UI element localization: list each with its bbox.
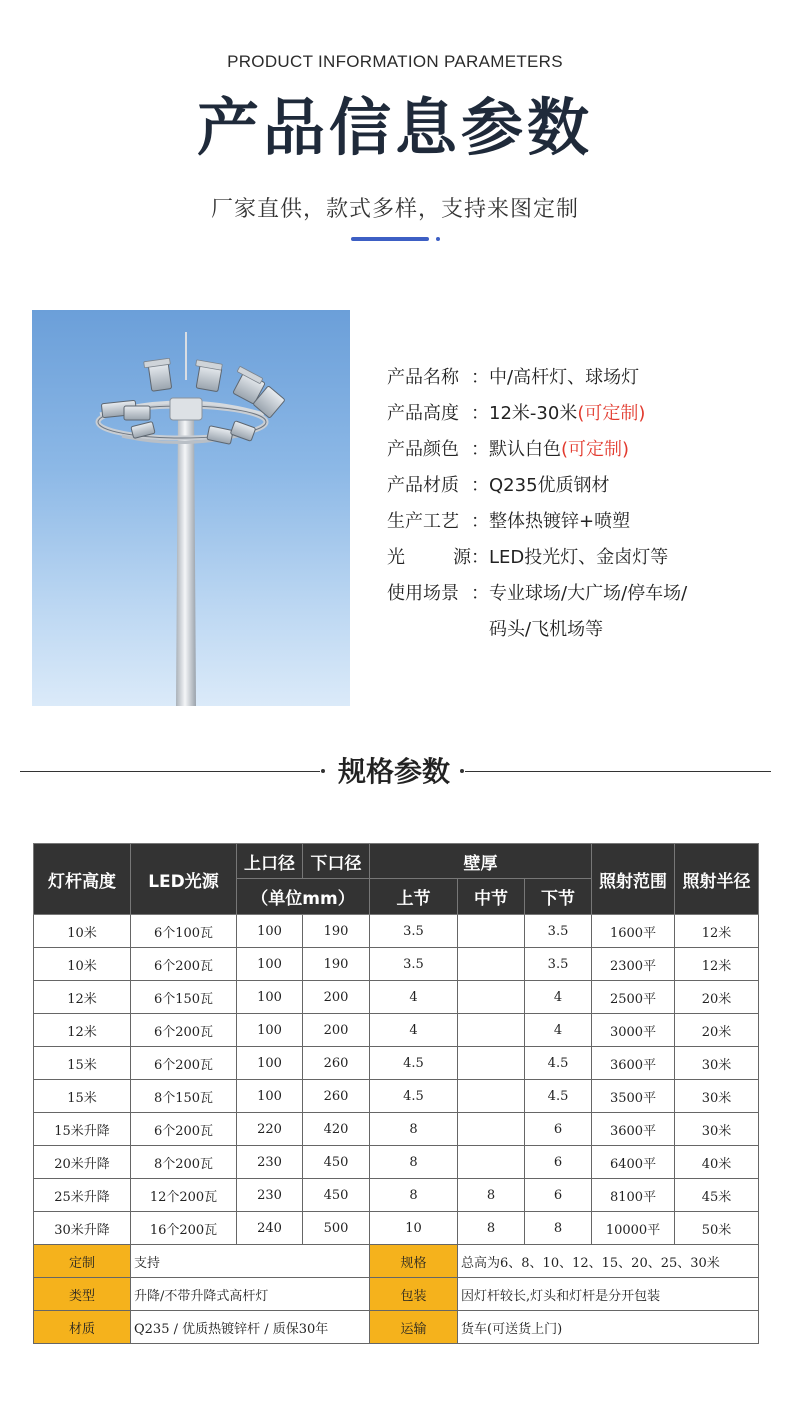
header-pole-height: 灯杆高度: [34, 844, 131, 915]
info-label: 产品高度 ：: [387, 403, 489, 424]
header-upper-diameter: 上口径: [237, 844, 303, 879]
footer-key: 类型: [34, 1278, 131, 1311]
cell-wall-mid: [458, 1113, 525, 1146]
cell-led: 6个200瓦: [131, 1113, 237, 1146]
cell-wall-bottom: 4: [525, 981, 592, 1014]
header-lower-diameter: 下口径: [303, 844, 370, 879]
info-row-material: [387, 468, 777, 504]
table-row: [34, 1014, 759, 1047]
cell-wall-bottom: 6: [525, 1146, 592, 1179]
info-value: 专业球场/大广场/停车场/: [489, 583, 688, 604]
cell-height: 12米: [34, 981, 131, 1014]
info-label: 生产工艺 ：: [387, 511, 489, 532]
info-label: 产品名称 ：: [387, 367, 489, 388]
divider-dot: [460, 769, 464, 773]
cell-wall-top: 10: [370, 1212, 458, 1245]
cell-height: 10米: [34, 948, 131, 981]
cell-height: 15米: [34, 1047, 131, 1080]
english-title: PRODUCT INFORMATION PARAMETERS: [227, 52, 563, 71]
cell-range: 10000平: [592, 1212, 675, 1245]
cell-radius: 50米: [675, 1212, 759, 1245]
cell-wall-top: 3.5: [370, 915, 458, 948]
cell-lower-dia: 190: [303, 948, 370, 981]
cell-lower-dia: 260: [303, 1047, 370, 1080]
high-mast-light-illustration: [32, 310, 350, 706]
cell-lower-dia: 200: [303, 981, 370, 1014]
cell-wall-mid: [458, 915, 525, 948]
info-label: 产品颜色 ：: [387, 439, 489, 460]
footer-value: 总高为6、8、10、12、15、20、25、30米: [458, 1245, 759, 1278]
info-value: Q235优质钢材: [489, 475, 610, 496]
footer-row: [34, 1311, 759, 1344]
cell-wall-top: 4: [370, 1014, 458, 1047]
cell-wall-bottom: 4: [525, 1014, 592, 1047]
table-row: [34, 1047, 759, 1080]
cell-wall-top: 3.5: [370, 948, 458, 981]
cell-wall-top: 8: [370, 1179, 458, 1212]
cell-lower-dia: 450: [303, 1146, 370, 1179]
customizable-note: (可定制): [561, 439, 630, 460]
cell-lower-dia: 260: [303, 1080, 370, 1113]
cell-height: 12米: [34, 1014, 131, 1047]
table-row: [34, 1146, 759, 1179]
cell-upper-dia: 230: [237, 1179, 303, 1212]
cell-radius: 30米: [675, 1047, 759, 1080]
cell-upper-dia: 240: [237, 1212, 303, 1245]
header-unit: （单位mm）: [237, 879, 370, 915]
info-row-height: [387, 396, 777, 432]
cell-lower-dia: 500: [303, 1212, 370, 1245]
cell-wall-mid: [458, 1080, 525, 1113]
info-label: 使用场景 ：: [387, 583, 489, 604]
cell-range: 3000平: [592, 1014, 675, 1047]
cell-wall-bottom: 6: [525, 1113, 592, 1146]
subtitle-dot: [436, 237, 440, 241]
divider-dot: [321, 769, 325, 773]
table-row: [34, 915, 759, 948]
cell-upper-dia: 220: [237, 1113, 303, 1146]
cell-lower-dia: 200: [303, 1014, 370, 1047]
subtitle: 厂家直供，款式多样，支持来图定制: [210, 197, 579, 222]
info-value: 12米-30米(可定制): [489, 403, 646, 424]
spec-title: 规格参数: [337, 755, 450, 788]
footer-value: 货车(可送货上门): [458, 1311, 759, 1344]
table-row: [34, 1113, 759, 1146]
cell-upper-dia: 100: [237, 1080, 303, 1113]
footer-value: 支持: [131, 1245, 370, 1278]
header-illumination-radius: 照射半径: [675, 844, 759, 915]
subtitle-underline: [351, 237, 429, 241]
divider-line: [465, 771, 771, 772]
cell-height: 25米升降: [34, 1179, 131, 1212]
cell-radius: 12米: [675, 915, 759, 948]
cell-upper-dia: 100: [237, 915, 303, 948]
cell-upper-dia: 230: [237, 1146, 303, 1179]
table-row: [34, 948, 759, 981]
cell-wall-mid: 8: [458, 1212, 525, 1245]
cell-upper-dia: 100: [237, 981, 303, 1014]
footer-key: 包装: [370, 1278, 458, 1311]
cell-range: 3600平: [592, 1047, 675, 1080]
cell-wall-mid: 8: [458, 1179, 525, 1212]
cell-led: 16个200瓦: [131, 1212, 237, 1245]
cell-led: 12个200瓦: [131, 1179, 237, 1212]
footer-row: [34, 1245, 759, 1278]
spec-section-heading: [0, 752, 790, 792]
table-row: [34, 1179, 759, 1212]
cell-led: 6个150瓦: [131, 981, 237, 1014]
customizable-note: (可定制): [577, 403, 646, 424]
cell-radius: 40米: [675, 1146, 759, 1179]
cell-radius: 12米: [675, 948, 759, 981]
cell-radius: 30米: [675, 1113, 759, 1146]
info-value: 中/高杆灯、球场灯: [489, 367, 640, 388]
footer-key: 运输: [370, 1311, 458, 1344]
cell-radius: 20米: [675, 1014, 759, 1047]
cell-wall-mid: [458, 1047, 525, 1080]
cell-led: 8个200瓦: [131, 1146, 237, 1179]
info-label: 产品材质 ：: [387, 475, 489, 496]
footer-key: 定制: [34, 1245, 131, 1278]
cell-wall-mid: [458, 1146, 525, 1179]
header-wall-thickness: 壁厚: [370, 844, 592, 879]
header-wall-bottom: 下节: [525, 879, 592, 915]
cell-led: 6个200瓦: [131, 1014, 237, 1047]
info-value: 默认白色(可定制): [489, 439, 630, 460]
product-image: [32, 310, 350, 706]
info-value: LED投光灯、金卤灯等: [489, 547, 669, 568]
cell-upper-dia: 100: [237, 948, 303, 981]
cell-height: 15米升降: [34, 1113, 131, 1146]
info-value-continued: 码头/飞机场等: [489, 619, 604, 640]
cell-wall-bottom: 8: [525, 1212, 592, 1245]
table-row: [34, 1080, 759, 1113]
cell-wall-bottom: 3.5: [525, 948, 592, 981]
footer-value: 因灯杆较长,灯头和灯杆是分开包装: [458, 1278, 759, 1311]
cell-wall-mid: [458, 948, 525, 981]
info-row-process: [387, 504, 777, 540]
info-row-name: [387, 360, 777, 396]
cell-wall-top: 8: [370, 1113, 458, 1146]
page-title: 产品信息参数: [196, 91, 593, 164]
cell-range: 2500平: [592, 981, 675, 1014]
cell-radius: 45米: [675, 1179, 759, 1212]
header-wall-middle: 中节: [458, 879, 525, 915]
header-led-source: LED光源: [131, 844, 237, 915]
info-row-light-source: [387, 540, 777, 576]
cell-led: 6个200瓦: [131, 948, 237, 981]
cell-wall-top: 4.5: [370, 1047, 458, 1080]
cell-wall-mid: [458, 981, 525, 1014]
header-illumination-range: 照射范围: [592, 844, 675, 915]
cell-lower-dia: 190: [303, 915, 370, 948]
cell-range: 1600平: [592, 915, 675, 948]
cell-radius: 20米: [675, 981, 759, 1014]
cell-range: 8100平: [592, 1179, 675, 1212]
header-wall-top: 上节: [370, 879, 458, 915]
cell-wall-mid: [458, 1014, 525, 1047]
footer-key: 材质: [34, 1311, 131, 1344]
cell-height: 30米升降: [34, 1212, 131, 1245]
footer-key: 规格: [370, 1245, 458, 1278]
cell-lower-dia: 420: [303, 1113, 370, 1146]
divider-line: [20, 771, 320, 772]
product-info-list: [387, 360, 777, 648]
cell-wall-top: 4: [370, 981, 458, 1014]
cell-upper-dia: 100: [237, 1014, 303, 1047]
info-label: 光 源：: [387, 547, 489, 568]
cell-led: 6个100瓦: [131, 915, 237, 948]
cell-range: 3600平: [592, 1113, 675, 1146]
footer-row: [34, 1278, 759, 1311]
cell-wall-bottom: 3.5: [525, 915, 592, 948]
spec-table: [33, 843, 759, 1344]
info-value: 整体热镀锌+喷塑: [489, 511, 631, 532]
info-row-color: [387, 432, 777, 468]
cell-led: 6个200瓦: [131, 1047, 237, 1080]
cell-lower-dia: 450: [303, 1179, 370, 1212]
cell-wall-top: 4.5: [370, 1080, 458, 1113]
cell-wall-bottom: 4.5: [525, 1047, 592, 1080]
cell-range: 6400平: [592, 1146, 675, 1179]
cell-height: 20米升降: [34, 1146, 131, 1179]
cell-range: 2300平: [592, 948, 675, 981]
footer-value: Q235 / 优质热镀锌杆 / 质保30年: [131, 1311, 370, 1344]
cell-wall-bottom: 4.5: [525, 1080, 592, 1113]
table-row: [34, 1212, 759, 1245]
cell-height: 15米: [34, 1080, 131, 1113]
cell-upper-dia: 100: [237, 1047, 303, 1080]
cell-height: 10米: [34, 915, 131, 948]
cell-wall-top: 8: [370, 1146, 458, 1179]
cell-led: 8个150瓦: [131, 1080, 237, 1113]
cell-wall-bottom: 6: [525, 1179, 592, 1212]
info-row-scenario: [387, 576, 777, 612]
footer-value: 升降/不带升降式高杆灯: [131, 1278, 370, 1311]
table-row: [34, 981, 759, 1014]
cell-range: 3500平: [592, 1080, 675, 1113]
cell-radius: 30米: [675, 1080, 759, 1113]
